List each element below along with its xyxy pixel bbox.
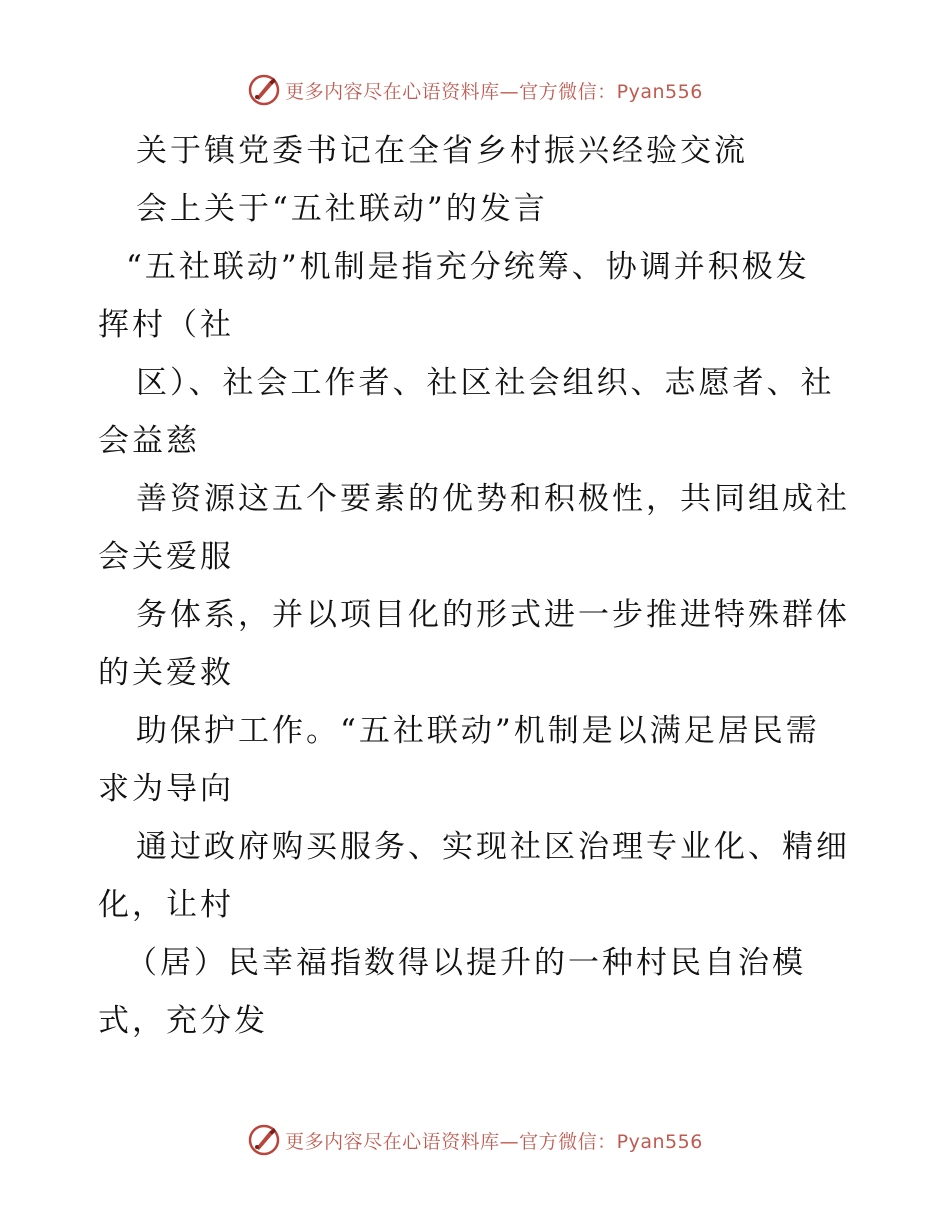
watermark-text: 更多内容尽在心语资料库—官方微信：Pyan556: [285, 80, 703, 103]
paragraph-line: 务体系，并以项目化的形式进一步推进特殊群体: [136, 597, 850, 633]
paragraph-line: 区）、社会工作者、社区社会组织、志愿者、社: [136, 365, 835, 401]
title-line-1: 关于镇党委书记在全省乡村振兴经验交流: [136, 133, 748, 169]
paragraph-line: 式，充分发: [98, 1003, 268, 1039]
watermark-text: 更多内容尽在心语资料库—官方微信：Pyan556: [285, 1130, 703, 1153]
document-body: [98, 122, 858, 1050]
paragraph-line: 善资源这五个要素的优势和积极性，共同组成社: [136, 481, 850, 517]
paragraph-line: “五社联动”机制是指充分统筹、协调并积极发: [126, 249, 810, 285]
title-line-2: 会上关于“五社联动”的发言: [136, 191, 548, 227]
paragraph-line: 挥村（社: [98, 307, 234, 343]
quill-logo-icon: [247, 73, 281, 107]
paragraph-line: （居）民幸福指数得以提升的一种村民自治模: [126, 945, 806, 981]
paragraph-line: 会益慈: [98, 423, 200, 459]
paragraph-line: 助保护工作。“五社联动”机制是以满足居民需: [136, 713, 820, 749]
paragraph-line: 通过政府购买服务、实现社区治理专业化、精细: [136, 829, 850, 865]
footer-watermark: [0, 1120, 950, 1160]
paragraph-line: 的关爱救: [98, 655, 234, 691]
header-watermark: [0, 70, 950, 110]
paragraph-line: 会关爱服: [98, 539, 234, 575]
quill-logo-icon: [247, 1123, 281, 1157]
paragraph-line: 化，让村: [98, 887, 234, 923]
paragraph-line: 求为导向: [98, 771, 234, 807]
